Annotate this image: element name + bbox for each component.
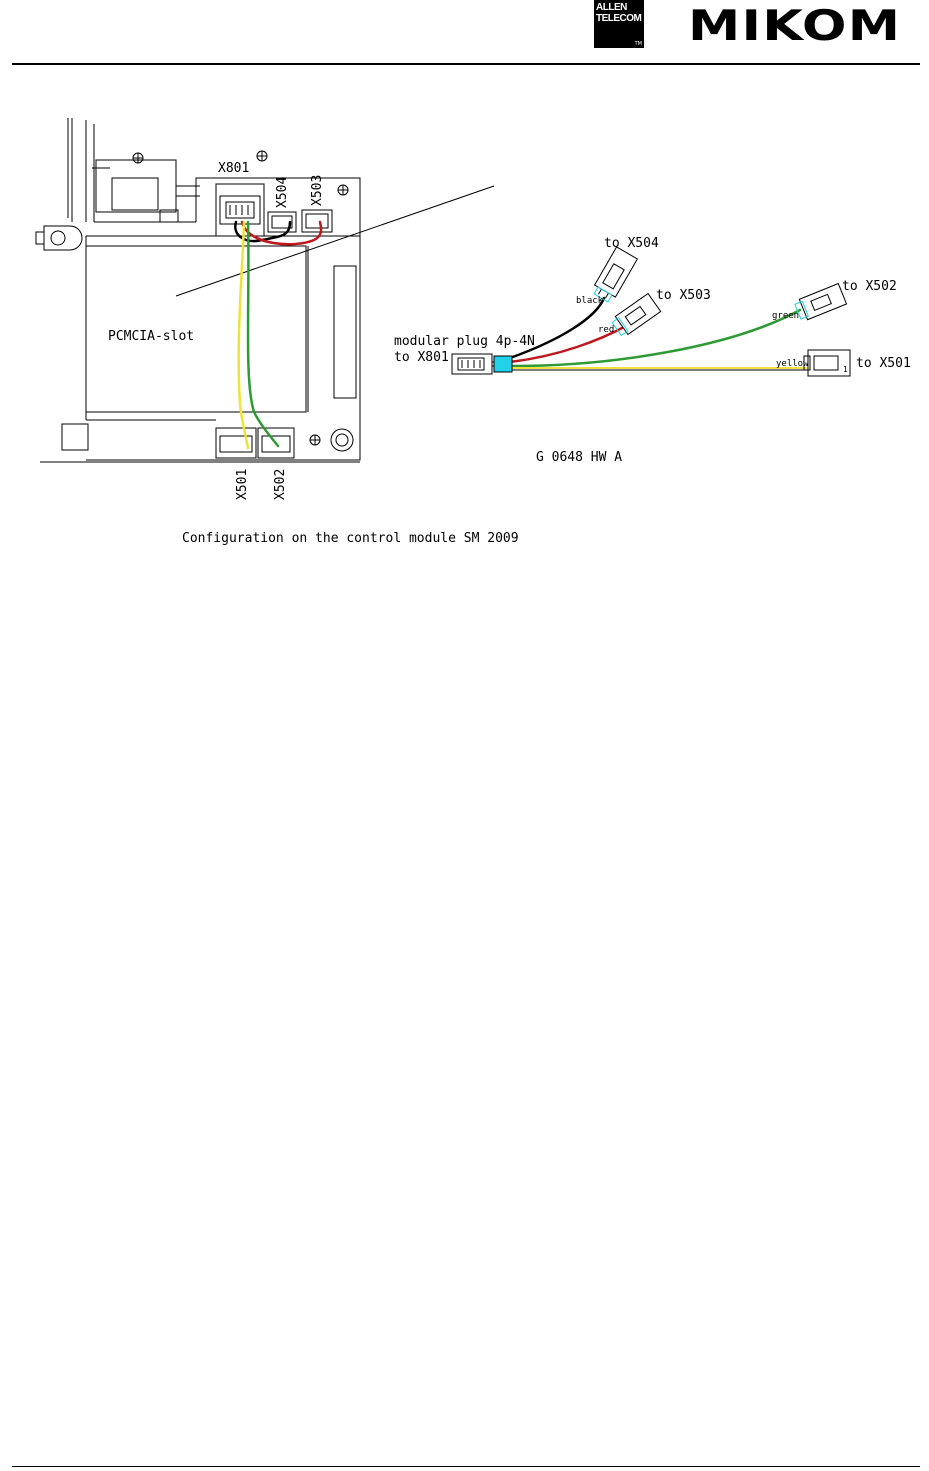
figure-caption: Configuration on the control module SM 2009 <box>182 531 519 546</box>
x801-label: X801 <box>218 161 250 176</box>
pcmcia-label: PCMCIA-slot <box>108 329 195 344</box>
control-module-board <box>36 118 494 462</box>
plug-label-line1: modular plug 4p-4N <box>394 334 535 349</box>
to-x503-label: to X503 <box>656 288 711 303</box>
to-x502-label: to X502 <box>842 279 897 294</box>
connector-x503 <box>610 294 660 338</box>
x503-label: X503 <box>310 174 325 206</box>
modular-plug <box>452 354 512 374</box>
mikom-logo-text: MIKOM <box>688 1 902 50</box>
green-wire-label: green <box>772 311 800 321</box>
footer-rule <box>12 1466 920 1467</box>
drawing-number: G 0648 HW A <box>536 450 623 465</box>
red-wire-label: red <box>598 325 615 335</box>
wiring-diagram <box>0 0 929 600</box>
to-x501-label: to X501 <box>856 356 911 371</box>
black-wire-label: black <box>576 296 604 306</box>
plug-sleeve <box>494 356 512 372</box>
yellow-wire-label: yellow <box>776 359 809 369</box>
x504-label: X504 <box>275 176 290 208</box>
logo-allen-tm: TM <box>634 41 642 47</box>
logo-allen-line1: ALLEN <box>596 2 627 13</box>
x501-label: X501 <box>235 468 250 500</box>
plug-label-line2: to X801 <box>394 350 449 365</box>
logo-allen-line2: TELECOM <box>596 13 642 24</box>
to-x504-label: to X504 <box>604 236 659 251</box>
x502-label: X502 <box>273 468 288 500</box>
pin-1-label: 1 <box>843 365 848 374</box>
connector-x502 <box>794 284 847 322</box>
